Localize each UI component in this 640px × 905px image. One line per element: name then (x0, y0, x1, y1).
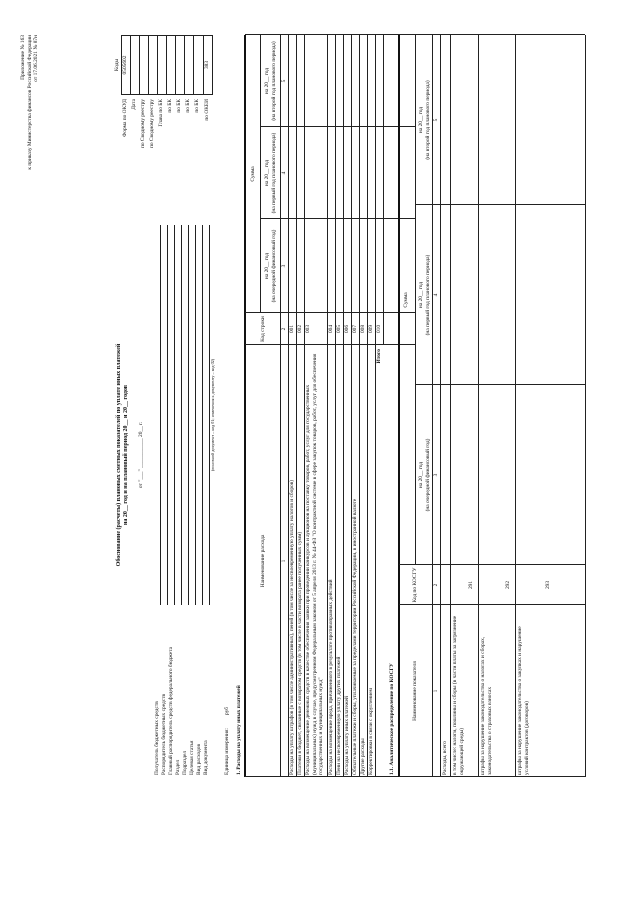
s11-year2-sub: (на первый год планового периода) (424, 254, 431, 336)
s1-row-code: 003 (305, 324, 311, 334)
appendix-block (20, 35, 40, 345)
s1-row-code: 004 (328, 324, 334, 334)
s11-row-name: штрафы за нарушение законодательства о налогах и сборах, законодательства о страховых взносах (480, 636, 493, 775)
field-line-recipient[interactable] (160, 225, 161, 605)
s11-col-year3 (418, 35, 431, 205)
s1-year3-sub: (на второй год планового периода) (270, 41, 277, 121)
s1-year2-label: на 20__ год (264, 159, 270, 187)
code-label-4: по БК (167, 99, 173, 113)
codes-box (121, 35, 213, 95)
doc-kind-note: (основной документ – код 01; изменения к документу – код 02) (210, 358, 215, 472)
s11-num-4: 4 (433, 293, 439, 297)
field-label-target: Целевая статья (189, 740, 195, 775)
s1-total-label: Итого (376, 349, 382, 364)
appendix-date: от 17.06.2021 № 87н (33, 35, 40, 82)
field-label-doc-kind: Вид документа (203, 740, 209, 775)
s11-num-3: 3 (433, 473, 439, 477)
s1-row-code: 006 (344, 324, 350, 334)
s11-row-code: 291 (468, 580, 474, 590)
s1-col-year1 (264, 219, 277, 313)
s1-num-5: 5 (281, 79, 287, 83)
s11-year2-label: на 20__ год (418, 281, 424, 309)
field-line-distributor[interactable] (167, 225, 168, 605)
s11-col-sum: Сумма (403, 292, 409, 308)
s11-num-5: 5 (433, 118, 439, 122)
s1-row-code: 001 (289, 324, 295, 334)
codes-header: Коды (114, 58, 120, 72)
s11-col-year2 (418, 205, 431, 385)
s11-num-1: 1 (433, 689, 439, 693)
s1-row-name: Расходы на уплату иных платежей (344, 696, 350, 775)
date-code-label: Дата (131, 99, 137, 110)
s1-num-3: 3 (281, 264, 287, 268)
field-line-subsection[interactable] (188, 225, 189, 605)
field-label-recipient: Получатель бюджетных средств (154, 701, 160, 775)
field-label-expense-type: Вид расходов (196, 744, 202, 775)
title-line-1: Обоснование (расчеты) плановых сметных показателей по уплате иных платежей (116, 343, 122, 567)
appendix-number: Приложение № 163 (20, 35, 26, 80)
code-label-3: Глава по БК (158, 99, 164, 127)
unit-value: руб (224, 707, 230, 715)
s11-col-name: Наименование показателя (412, 661, 418, 721)
s11-row-code: 293 (545, 580, 551, 590)
section1-top-rule (244, 35, 246, 777)
s1-row-name: Обязательные платежи и сборы, уплачиваемые за пределами территории Российской Федерации, в иностранной валюте (352, 498, 358, 775)
s1-row-name: Расходы на возмещение вреда, причиненного в результате противоправных действий (328, 579, 334, 775)
s11-row-name: штрафы за нарушение законодательства о закупках и нарушение условий контрактов (договоров) (517, 626, 530, 775)
s1-year1-label: на 20__ год (264, 252, 270, 280)
s1-year2-sub: (на первый год планового периода) (270, 132, 277, 214)
field-line-target[interactable] (195, 225, 196, 605)
s1-total-code: 010 (376, 324, 382, 334)
code-label-7: по БК (194, 99, 200, 113)
appendix-order: к приказу Министерства финансов Российской Федерации (26, 35, 33, 170)
s1-year1-sub: (на очередной финансовый год) (270, 229, 277, 303)
s1-row-code: 008 (360, 324, 366, 334)
s1-col-code: Код строки (260, 316, 266, 342)
code-label-5: по БК (176, 99, 182, 113)
date-line: от "___" ___________ 20__ г. (138, 421, 144, 489)
s1-num-2: 2 (281, 327, 287, 331)
s1-row-code: 007 (352, 324, 358, 334)
s11-col-kosgu: Код по КОСГУ (412, 567, 418, 603)
s1-row-name: Другие расходы (360, 738, 366, 775)
okud-label: Форма по ОКУД (122, 99, 128, 137)
field-label-subsection: Подраздел (182, 750, 188, 775)
s11-num-2: 2 (433, 583, 439, 587)
field-label-main-distributor: Главный распорядитель средств федерального бюджета (168, 646, 174, 775)
section1-title: 1. Расходы на уплату иных платежей (236, 685, 242, 775)
title-line-2: на 20__ год и на плановый период 20__ и 20__ годов (122, 384, 129, 526)
s1-row-name: Расходы на возмещение денежных средств в качестве обеспечения заявки при проведении конкурсов и аукционов на поставку товаров, работ, услуг для государственных (муниципальных) нужд в случае, предусмотренном Федеральным законом от 5 апреля 2013 г. № 44-ФЗ "О контрактной системе в сфере закупок товаров, работ, услуг для обеспечения государственных и муниципальных нужд" (305, 353, 325, 775)
s1-num-4: 4 (281, 171, 287, 175)
s1-row-code: 002 (297, 324, 303, 334)
s1-row-code: 009 (368, 324, 374, 334)
s11-row-name: Расходы, всего (442, 741, 448, 775)
s11-year1-label: на 20__ год (418, 461, 424, 489)
s11-year1-sub: (на очередной финансовый год) (424, 438, 431, 512)
s11-year3-label: на 20__ год (418, 106, 424, 134)
s11-row-name: в том числе: налоги, пошлины и сборы (в части платы за загрязнение окружающей среды) (452, 615, 465, 775)
okud-value: 0505602 (122, 55, 128, 75)
section11-top-rule (398, 35, 400, 777)
s1-row-name: Платежи в бюджет, связанные с возвратом средств (в том числе в части возврата ранее полученных сумм) (297, 531, 303, 775)
s1-row-code: 005 (336, 324, 342, 334)
s1-year3-label: на 20__ год (264, 67, 270, 95)
field-line-expense-type[interactable] (202, 225, 203, 605)
code-label-6: по БК (185, 99, 191, 113)
section11-title: 1.1. Аналитическое распределение по КОСГУ (389, 663, 395, 775)
s1-col-name: Наименование расхода (260, 534, 266, 588)
s1-col-year2 (264, 127, 277, 219)
document-title (116, 205, 129, 705)
field-label-section: Раздел (175, 759, 181, 775)
okei-value: 383 (204, 60, 210, 70)
s1-row-name: Расходы на уплату штрафов (в том числе административных), пеней (в том числе за несвоевременную уплату налогов и сборов) (289, 479, 295, 775)
code-label-1: по Сводному реестру (140, 99, 146, 148)
s11-row-code: 292 (505, 580, 511, 590)
s11-year3-sub: (на второй год планового периода) (424, 80, 431, 160)
s11-col-year1 (418, 385, 431, 565)
s1-row-name: Корректировки в связи с округлением (368, 688, 374, 775)
unit-label: Единица измерения: (224, 728, 230, 775)
field-line-main-distributor[interactable] (174, 225, 175, 605)
field-line-section[interactable] (181, 225, 182, 605)
s1-row-name: Пени на несвоевременную уплату других платежей (336, 656, 342, 775)
code-label-2: по Сводному реестру (149, 99, 155, 148)
s1-col-sum: Сумма (250, 166, 256, 182)
s1-num-1: 1 (281, 559, 287, 563)
field-label-distributor: Распорядитель бюджетных средств (161, 693, 167, 775)
okei-label: по ОКЕИ (204, 99, 210, 121)
s1-col-year3 (264, 35, 277, 127)
